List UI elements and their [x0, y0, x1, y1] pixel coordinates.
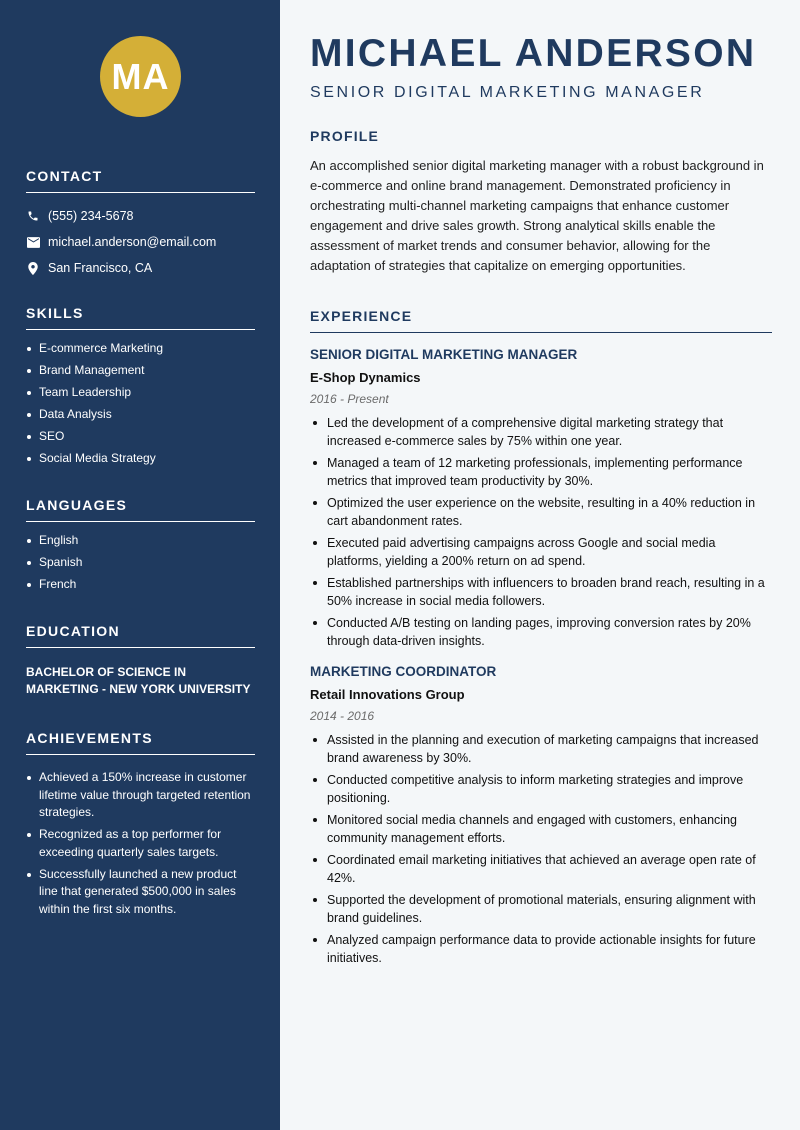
- job-dates: 2016 - Present: [310, 392, 389, 406]
- job-bullet: Assisted in the planning and execution of marketing campaigns that increased brand awareness by 30%.: [310, 731, 772, 767]
- achievement-item: Achieved a 150% increase in customer lifetime value through targeted retention strategies.: [26, 769, 255, 822]
- contact-heading: CONTACT: [26, 168, 255, 193]
- job-bullet: Optimized the user experience on the website, resulting in a 40% reduction in cart abandonment rates.: [310, 494, 772, 530]
- location-pin-icon: [26, 261, 40, 275]
- profile-section: [310, 128, 772, 276]
- experience-heading: EXPERIENCE: [310, 308, 772, 333]
- job-title: MARKETING COORDINATOR: [310, 664, 497, 679]
- skill-item: Team Leadership: [26, 384, 255, 402]
- job-bullet: Conducted A/B testing on landing pages, improving conversion rates by 20% through data-driven insights.: [310, 614, 772, 650]
- contact-list: [26, 203, 255, 281]
- avatar-initials: MA: [111, 55, 170, 97]
- languages-section: [26, 497, 255, 598]
- profile-heading: PROFILE: [310, 128, 380, 144]
- contact-phone: [26, 203, 255, 229]
- sidebar: [0, 0, 280, 1130]
- phone-icon: [26, 209, 40, 223]
- job-bullet: Managed a team of 12 marketing professionals, implementing performance metrics that improved team productivity by 30%.: [310, 454, 772, 490]
- skill-item: Brand Management: [26, 362, 255, 380]
- skill-item: Data Analysis: [26, 406, 255, 424]
- skill-item: Social Media Strategy: [26, 450, 255, 468]
- job-bullet: Supported the development of promotional materials, ensuring alignment with brand guidelines.: [310, 891, 772, 927]
- achievement-item: Recognized as a top performer for exceeding quarterly sales targets.: [26, 826, 255, 861]
- job-bullet: Led the development of a comprehensive digital marketing strategy that increased e-commerce sales by 75% within one year.: [310, 414, 772, 450]
- phone-text: (555) 234-5678: [48, 209, 134, 223]
- achievements-section: [26, 730, 255, 923]
- languages-list: [26, 532, 255, 594]
- skills-heading: SKILLS: [26, 305, 255, 330]
- job-bullet: Analyzed campaign performance data to provide actionable insights for future initiatives.: [310, 931, 772, 967]
- job-bullet: Established partnerships with influencers to broaden brand reach, resulting in a 50% increase in social media followers.: [310, 574, 772, 610]
- job-title: SENIOR DIGITAL MARKETING MANAGER: [310, 347, 578, 362]
- experience-section: [310, 308, 772, 971]
- candidate-title: SENIOR DIGITAL MARKETING MANAGER: [310, 84, 705, 101]
- job-company: Retail Innovations Group: [310, 687, 465, 702]
- candidate-name: MICHAEL ANDERSON: [310, 32, 757, 75]
- skill-item: E-commerce Marketing: [26, 340, 255, 358]
- job-bullets: [310, 414, 772, 650]
- job-entry: [310, 347, 772, 650]
- job-bullets: [310, 731, 772, 967]
- job-entry: [310, 664, 772, 967]
- job-bullet: Monitored social media channels and engaged with customers, enhancing community management efforts.: [310, 811, 772, 847]
- location-text: San Francisco, CA: [48, 261, 153, 275]
- avatar: [100, 36, 181, 117]
- language-item: Spanish: [26, 554, 255, 572]
- skills-section: [26, 305, 255, 472]
- job-dates: 2014 - 2016: [310, 709, 375, 723]
- achievements-list: [26, 769, 255, 918]
- languages-heading: LANGUAGES: [26, 497, 255, 522]
- profile-text: An accomplished senior digital marketing manager with a robust background in e-commerce and online brand management. Demonstrated proficiency in orchestrating multi-channel marketing campaigns that enhance customer engagement and drive sales growth. Strong analytical skills enable the assessment of market trends and consumer behavior, allowing for the adaptation of strategies that capitalize on emerging opportunities.: [310, 158, 764, 273]
- achievements-heading: ACHIEVEMENTS: [26, 730, 255, 755]
- job-bullet: Coordinated email marketing initiatives that achieved an average open rate of 42%.: [310, 851, 772, 887]
- education-section: [26, 623, 255, 698]
- contact-location: [26, 255, 255, 281]
- skill-item: SEO: [26, 428, 255, 446]
- email-text: michael.anderson@email.com: [48, 235, 217, 249]
- contact-section: [26, 168, 255, 281]
- job-company: E-Shop Dynamics: [310, 370, 421, 385]
- education-heading: EDUCATION: [26, 623, 255, 648]
- job-bullet: Conducted competitive analysis to inform marketing strategies and improve positioning.: [310, 771, 772, 807]
- language-item: French: [26, 576, 255, 594]
- language-item: English: [26, 532, 255, 550]
- contact-email: [26, 229, 255, 255]
- education-degree: BACHELOR OF SCIENCE IN MARKETING - NEW YORK UNIVERSITY: [26, 665, 251, 696]
- skills-list: [26, 340, 255, 468]
- email-icon: [26, 235, 40, 249]
- job-bullet: Executed paid advertising campaigns across Google and social media platforms, yielding a 200% return on ad spend.: [310, 534, 772, 570]
- achievement-item: Successfully launched a new product line that generated $500,000 in sales within the first six months.: [26, 866, 255, 919]
